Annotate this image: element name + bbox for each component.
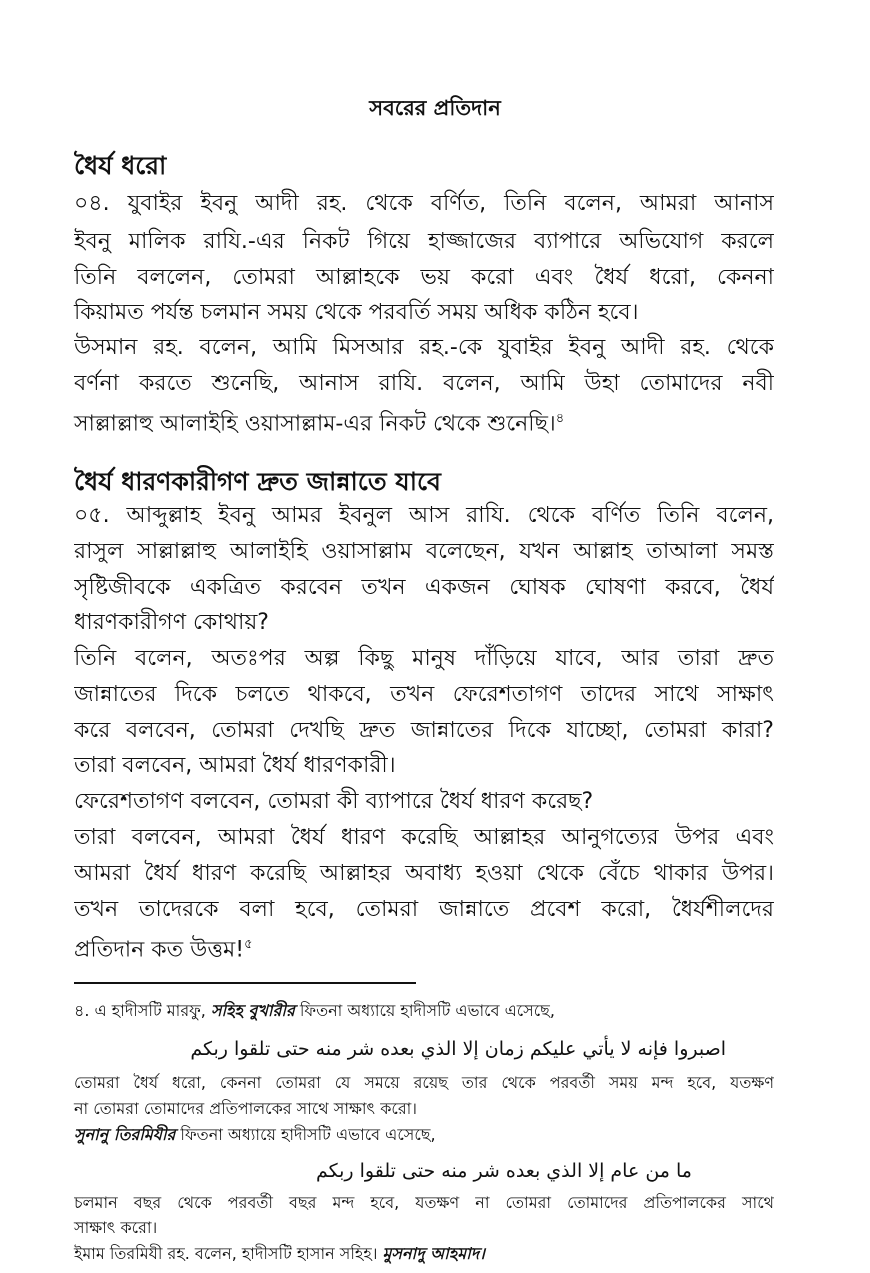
section-heading-2: ধৈর্য ধারণকারীগণ দ্রুত জান্নাতে যাবে [74, 467, 441, 496]
body-line [74, 403, 564, 440]
footnote-ref-4[interactable]: ৪ [555, 411, 565, 426]
body-line: ০৪. যুবাইর ইবনু আদী রহ. থেকে বর্ণিত, তিনি বলেন, আমরা আনাস [74, 191, 774, 216]
body-line: তারা বলবেন, আমরা ধৈর্য ধারণকারী। [74, 753, 396, 778]
source-book-title: সহিহ বুখারীর [210, 1001, 295, 1020]
footnote-line [74, 1124, 436, 1146]
body-line: আমরা ধৈর্য ধারণ করেছি আল্লাহর অবাধ্য হওয়া থেকে বেঁচে থাকার উপর। [74, 861, 774, 886]
body-line: তিনি বলেন, অতঃপর অল্প কিছু মানুষ দাঁড়িয়ে যাবে, আর তারা দ্রুত [74, 646, 774, 671]
footnote-line [74, 1243, 485, 1265]
body-line: কিয়ামত পর্যন্ত চলমান সময় থেকে পরবর্তি সময় অধিক কঠিন হবে। [74, 300, 639, 325]
body-line: ধারণকারীগণ কোথায়? [74, 610, 269, 635]
body-line: বর্ণনা করতে শুনেছি, আনাস রাযি. বলেন, আমি উহা তোমাদের নবী [74, 371, 774, 396]
footnote-line: না তোমরা তোমাদের প্রতিপালকের সাথে সাক্ষাৎ করো। [74, 1099, 417, 1118]
body-line: রাসুল সাল্লাল্লাহু আলাইহি ওয়াসাল্লাম বলেছেন, যখন আল্লাহ তাআলা সমস্ত [74, 539, 774, 564]
body-line: করে বলবেন, তোমরা দেখছি দ্রুত জান্নাতের দিকে যাচ্ছো, তোমরা কারা? [74, 718, 774, 743]
body-line: সৃষ্টিজীবকে একত্রিত করবেন তখন একজন ঘোষক ঘোষণা করবে, ধৈর্য [74, 575, 774, 600]
body-line: উসমান রহ. বলেন, আমি মিসআর রহ.-কে যুবাইর ইবনু আদী রহ. থেকে [74, 335, 774, 360]
source-book-title: সুনানু তিরমিযীর [74, 1125, 176, 1144]
body-line: ইবনু মালিক রাযি.-এর নিকট গিয়ে হাজ্জাজের ব্যাপারে অভিযোগ করলে [74, 229, 774, 254]
footnote-text: ফিতনা অধ্যায়ে হাদীসটি এভাবে এসেছে, [175, 1125, 436, 1144]
body-line: তিনি বললেন, তোমরা আল্লাহকে ভয় করো এবং ধৈর্য ধরো, কেননা [74, 265, 774, 290]
footnote-line: সাক্ষাৎ করো। [74, 1218, 158, 1237]
body-line: ০৫. আব্দুল্লাহ ইবনু আমর ইবনুল আস রাযি. থেকে বর্ণিত তিনি বলেন, [74, 503, 774, 528]
body-line: ফেরেশতাগণ বলবেন, তোমরা কী ব্যাপারে ধৈর্য ধারণ করেছ? [74, 789, 594, 814]
body-line: তখন তাদেরকে বলা হবে, তোমরা জান্নাতে প্রবেশ করো, ধৈর্যশীলদের [74, 897, 774, 922]
footnote-separator [74, 982, 416, 984]
running-head: সবরের প্রতিদান [369, 96, 501, 120]
source-book-title: মুসনাদু আহমাদ। [382, 1244, 485, 1263]
footnote-line [74, 1000, 555, 1022]
footnote-text: ইমাম তিরমিযী রহ. বলেন, হাদীসটি হাসান সহিহ। [74, 1244, 383, 1263]
footnote-text: ৪. এ হাদীসটি মারফু, [74, 1001, 211, 1020]
body-line [74, 929, 253, 966]
body-line: জান্নাতের দিকে চলতে থাকবে, তখন ফেরেশতাগণ তাদের সাথে সাক্ষাৎ [74, 682, 774, 707]
body-line-text: সাল্লাল্লাহু আলাইহি ওয়াসাল্লাম-এর নিকট থেকে শুনেছি। [74, 411, 556, 437]
section-heading-1: ধৈর্য ধরো [74, 151, 167, 180]
footnote-line: চলমান বছর থেকে পরবর্তী বছর মন্দ হবে, যতক্ষণ না তোমরা তোমাদের প্রতিপালকের সাথে [74, 1193, 774, 1212]
footnote-ref-5[interactable]: ৫ [244, 937, 253, 952]
footnote-line: তোমরা ধৈর্য ধরো, কেননা তোমরা যে সময়ে রয়েছ তার থেকে পরবর্তী সময় মন্দ হবে, যতক্ষণ [74, 1073, 774, 1092]
arabic-hadith-text: اصبروا فإنه لا يأتي عليكم زمان إلا الذي بعده شر منه حتى تلقوا ربكم [190, 1038, 726, 1060]
body-line: তারা বলবেন, আমরা ধৈর্য ধারণ করেছি আল্লাহর আনুগত্যের উপর এবং [74, 825, 774, 850]
footnote-text: ফিতনা অধ্যায়ে হাদীসটি এভাবে এসেছে, [294, 1001, 555, 1020]
arabic-hadith-text: ما من عام إلا الذي بعده شر منه حتى تلقوا ربكم [315, 1160, 692, 1182]
body-line-text: প্রতিদান কত উত্তম! [74, 937, 245, 963]
